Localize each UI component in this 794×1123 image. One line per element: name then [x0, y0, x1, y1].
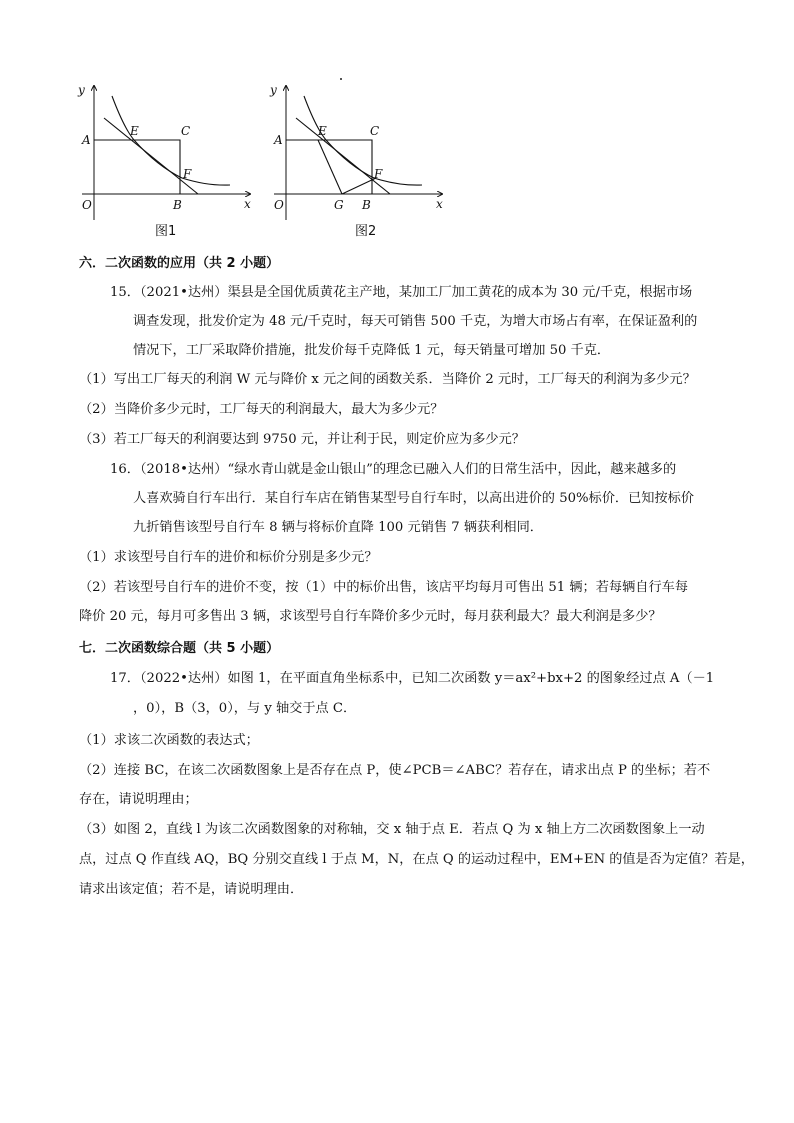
label-x: x: [436, 197, 443, 211]
q17-line-1: 17．（2022•达州）如图 1，在平面直角坐标系中，已知二次函数 y＝ax²+bx+2 的图象经过点 A（－1: [110, 671, 715, 686]
q17-sub-2a: （2）连接 BC，在该二次函数图象上是否存在点 P，使∠PCB＝∠ABC？若存在，请求出点 P 的坐标；若不: [79, 763, 711, 778]
q16-sub-2a: （2）若该型号自行车的进价不变，按（1）中的标价出售，该店平均每月可售出 51 辆；若每辆自行车每: [79, 580, 689, 595]
q16-line-2: 人喜欢骑自行车出行．某自行车店在销售某型号自行车时，以高出进价的 50%标价．已知按标价: [133, 491, 694, 506]
label-F: F: [374, 167, 383, 181]
stray-dot: [340, 78, 342, 80]
segment-EG: [318, 140, 342, 194]
label-x: x: [244, 197, 251, 211]
q17-sub-1: （1）求该二次函数的表达式；: [79, 733, 259, 748]
label-A: A: [82, 133, 91, 147]
q15-line-2: 调查发现，批发价定为 48 元/千克时，每天可销售 500 千克，为增大市场占有率，在保证盈利的: [133, 314, 698, 329]
q16-sub-1: （1）求该型号自行车的进价和标价分别是多少元？: [79, 550, 378, 565]
segment-GF: [342, 178, 376, 194]
label-y: y: [78, 83, 85, 97]
label-G: G: [334, 198, 344, 212]
q15-line-3: 情况下，工厂采取降价措施，批发价每千克降低 1 元，每天销量可增加 50 千克．: [133, 343, 611, 358]
label-E: E: [130, 124, 139, 138]
label-B: B: [362, 198, 371, 212]
label-F: F: [183, 167, 192, 181]
section-6-heading: 六．二次函数的应用（共 2 小题）: [79, 256, 280, 271]
q17-sub-2b: 存在，请说明理由；: [79, 792, 198, 807]
figure-2: [264, 82, 454, 222]
figure-2-diagram: [264, 82, 454, 222]
label-A: A: [274, 133, 283, 147]
q15-sub-1: （1）写出工厂每天的利润 W 元与降价 x 元之间的函数关系．当降价 2 元时，工厂每天的利润为多少元？: [79, 372, 696, 387]
label-E: E: [318, 124, 327, 138]
rectangle-edges: [94, 140, 180, 194]
q15-sub-3: （3）若工厂每天的利润要达到 9750 元，并让利于民，则定价应为多少元？: [79, 432, 525, 447]
q15-line-1: 15．（2021•达州）渠县是全国优质黄花主产地，某加工厂加工黄花的成本为 30 元/千克，根据市场: [110, 285, 693, 300]
q17-sub-3a: （3）如图 2，直线 l 为该二次函数图象的对称轴，交 x 轴于点 E．若点 Q 为 x 轴上方二次函数图象上一动: [79, 822, 705, 837]
figure-2-caption: 图2: [355, 224, 377, 239]
label-O: O: [274, 198, 284, 212]
q15-sub-2: （2）当降价多少元时，工厂每天的利润最大，最大为多少元？: [79, 402, 444, 417]
label-C: C: [370, 124, 380, 138]
q16-sub-2b: 降价 20 元，每月可多售出 3 辆，求该型号自行车降价多少元时，每月获利最大？最大利润是多少？: [79, 609, 662, 624]
section-7-heading: 七．二次函数综合题（共 5 小题）: [79, 641, 280, 656]
q16-line-3: 九折销售该型号自行车 8 辆与将标价直降 100 元销售 7 辆获利相同．: [133, 520, 543, 535]
label-O: O: [82, 198, 92, 212]
figure-1-diagram: [72, 82, 262, 222]
label-B: B: [173, 198, 182, 212]
q16-line-1: 16．（2018•达州）“绿水青山就是金山银山”的理念已融入人们的日常生活中，因此，越来越多的: [110, 462, 677, 477]
label-y: y: [270, 83, 277, 97]
label-C: C: [181, 124, 191, 138]
figure-1-caption: 图1: [155, 224, 177, 239]
figure-1: [72, 82, 262, 222]
q17-sub-3c: 请求出该定值；若不是，请说明理由．: [79, 882, 304, 897]
q17-sub-3b: 点，过点 Q 作直线 AQ，BQ 分别交直线 l 于点 M，N，在点 Q 的运动过程中，EM+EN 的值是否为定值？若是，: [79, 852, 754, 867]
q17-line-2: ，0），B（3，0），与 y 轴交于点 C．: [133, 701, 357, 716]
